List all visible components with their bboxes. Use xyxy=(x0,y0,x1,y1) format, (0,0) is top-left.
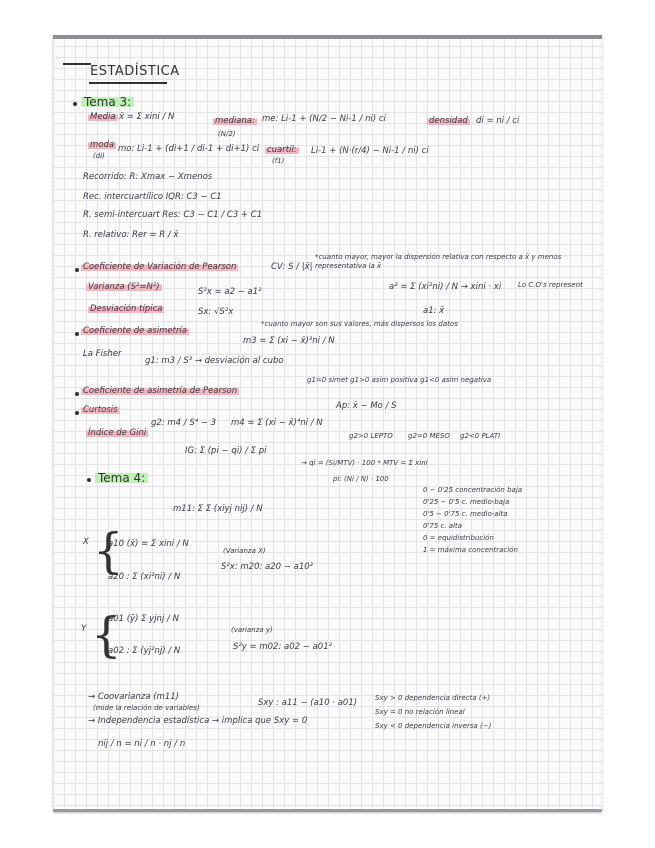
varianza-x-label: (Varianza X) xyxy=(223,547,266,555)
gini-scale-item: 0'75 c. alta xyxy=(423,522,463,530)
x-brace: { xyxy=(93,523,124,579)
sxy-note: Sxy < 0 dependencia inversa (−) xyxy=(375,722,492,730)
a20-formula: a20 : Σ (xi²ni) / N xyxy=(108,572,181,582)
page-title: ESTADÍSTICA xyxy=(90,64,180,79)
tema3-heading: Tema 3: xyxy=(81,96,134,108)
densidad-formula: di = ni / ci xyxy=(476,116,520,126)
bullet xyxy=(73,102,77,106)
s2y-formula: S²y = m02: a02 − a01² xyxy=(233,642,333,652)
gini-scale-item: 0 − 0'25 concentración baja xyxy=(423,486,523,494)
covarianza-formula: Sxy : a11 − (a10 · a01) xyxy=(258,698,358,708)
gini-scale-item: 0'25 − 0'5 c. medio-baja xyxy=(423,498,510,506)
moda-label: moda xyxy=(90,140,115,150)
bullet xyxy=(75,392,79,396)
sxy-note: Sxy = 0 no relación lineal xyxy=(375,708,465,716)
curtosis-formula: g2: m4 / S⁴ − 3 xyxy=(151,418,217,428)
meso-note: g2=0 MESO xyxy=(408,432,450,440)
bullet xyxy=(75,268,79,272)
los-cos-note: Lo C.O's represent xyxy=(518,281,583,289)
densidad-label: densidad xyxy=(429,116,468,126)
gini-scale-item: 0 = equidistribución xyxy=(423,534,494,542)
media-label: Media xyxy=(90,112,116,122)
bullet xyxy=(75,411,79,415)
cuartil-formula: Li-1 + (N·(r/4) − Ni-1 / ni) ci xyxy=(311,146,429,156)
desviacion-formula: Sx: √S²x xyxy=(198,307,234,317)
x-label: X xyxy=(83,537,89,547)
varianza-y-label: (varianza y) xyxy=(231,626,273,634)
tema4-heading: Tema 4: xyxy=(95,472,148,484)
pi-formula: pi: (Ni / N) · 100 xyxy=(333,475,389,483)
covarianza-subtitle: (mide la relación de variables) xyxy=(93,704,200,712)
mediana-label: mediana: xyxy=(215,116,255,126)
m11-formula: m11: Σ Σ (xiyj nij) / N xyxy=(173,504,263,514)
bullet xyxy=(87,478,91,482)
fisher-formula: g1: m3 / S³ → desviación al cubo xyxy=(145,356,284,366)
coef-pearson-formula: CV: S / |x̄| xyxy=(271,262,313,272)
asimetria-formula: m3 = Σ (xi − x̄)³ni / N xyxy=(243,336,335,346)
media-formula: x̄ = Σ xini / N xyxy=(119,112,175,122)
covarianza-label: → Coovarianza (m11) xyxy=(88,692,179,702)
notebook-page xyxy=(53,35,602,812)
a01-formula: a01 (ȳ) Σ yjnj / N xyxy=(108,614,179,624)
plati-note: g2<0 PLATI xyxy=(460,432,501,440)
m4-formula: m4 = Σ (xi − x̄)⁴ni / N xyxy=(231,418,323,428)
a1-formula: a1: x̄ xyxy=(423,306,445,316)
y-label: Y xyxy=(81,624,87,634)
gini-formula: IG: Σ (pi − qi) / Σ pi xyxy=(185,446,267,456)
a2-formula: a² = Σ (xi²ni) / N → xini · xi xyxy=(389,282,502,292)
fisher-label: La Fisher xyxy=(83,349,122,359)
title-underline xyxy=(89,82,167,84)
moda-formula: mo: Li-1 + (di+1 / di-1 + di+1) ci xyxy=(118,144,260,154)
asim-pearson-label: Coeficiente de asimetría de Pearson xyxy=(83,386,238,396)
a02-formula: a02 : Σ (yj²nj) / N xyxy=(108,646,181,656)
mediana-formula: me: Li-1 + (N/2 − Ni-1 / ni) ci xyxy=(262,114,386,124)
bullet xyxy=(75,332,79,336)
gini-scale-item: 1 = máxima concentración xyxy=(423,546,518,554)
rec-semi-intercuartilico: R. semi-intercuart Res: C3 − C1 / C3 + C1 xyxy=(83,210,263,220)
moda-subscript: (di) xyxy=(93,152,105,160)
gini-scale-item: 0'5 − 0'75 c. medio-alta xyxy=(423,510,508,518)
page-top-edge xyxy=(53,35,602,39)
rec-relativo: R. relativo: Rer = R / x̄ xyxy=(83,230,179,240)
curtosis-label: Curtosis xyxy=(83,405,118,415)
rec-intercuartilico: Rec. intercuartílico IQR: C3 − C1 xyxy=(83,192,222,202)
nij-formula: nij / n = ni / n · nj / n xyxy=(98,739,186,749)
asimetria-label: Coeficiente de asimetría xyxy=(83,326,188,336)
cuartil-label: cuartil: xyxy=(267,145,297,155)
qi-formula: → qi = (Si/MTV) · 100 * MTV = Σ xini xyxy=(301,459,428,467)
independencia-text: → Independencia estadística → implica que Sxy = 0 xyxy=(88,716,308,726)
y-brace: { xyxy=(91,607,122,663)
s2x-formula: S²x: m20: a20 − a10² xyxy=(221,562,314,572)
varianza-label: Varianza (S²=N²) xyxy=(88,282,160,292)
title-dash xyxy=(63,63,91,65)
lepto-note: g2>0 LEPTO xyxy=(349,432,393,440)
coef-pearson-note: *cuanto mayor, mayor la dispersión relativa con respecto a x̄ y menos representativa la x̄ xyxy=(315,253,562,270)
coef-pearson-label: Coeficiente de Variación de Pearson xyxy=(83,262,237,272)
page-bottom-edge xyxy=(53,809,602,812)
a10-formula: a10 (x̄) = Σ xini / N xyxy=(108,539,189,549)
desviacion-label: Desviación típica xyxy=(90,304,163,314)
fisher-note: g1=0 simet g1>0 asim positiva g1<0 asim negativa xyxy=(307,376,492,384)
mediana-subscript: (N/2) xyxy=(218,130,236,138)
asim-pearson-formula: Ap: x̄ − Mo / S xyxy=(336,401,397,411)
cuartil-subscript: (f1) xyxy=(272,157,285,165)
gini-label: Índice de Gini xyxy=(88,428,147,438)
recorrido: Recorrido: R: Xmax − Xmenos xyxy=(83,172,213,182)
sxy-note: Sxy > 0 dependencia directa (+) xyxy=(375,694,491,702)
varianza-formula: S²x = a2 − a1² xyxy=(198,287,262,297)
desviacion-note: *cuanto mayor son sus valores, más dispersos los datos xyxy=(261,320,458,328)
